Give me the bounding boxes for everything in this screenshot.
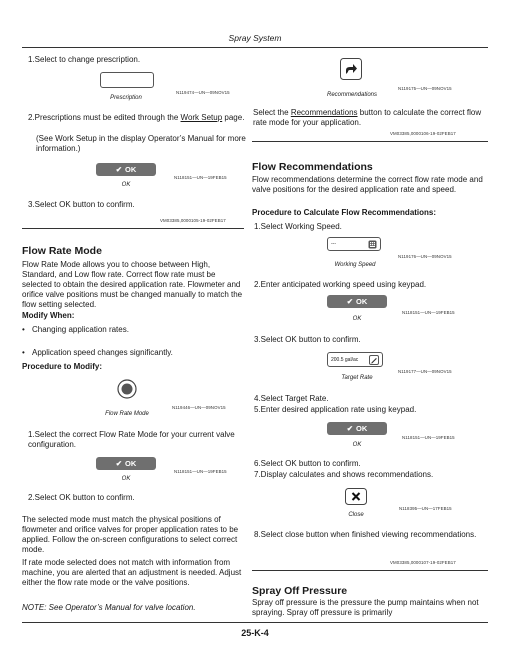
- ok-button[interactable]: ✔ OK: [327, 295, 387, 308]
- spray-off-paragraph: Spray off pressure is the pressure the pump maintains when not spraying. Spray off pressure is primarily: [252, 598, 479, 617]
- step-edit-prescriptions: 2.Prescriptions must be edited through the Work Setup page.: [28, 113, 245, 122]
- step-enter-speed: 2.Enter anticipated working speed using keypad.: [254, 280, 427, 289]
- figure-caption: Target Rate: [341, 375, 373, 381]
- step-confirm: 3.Select OK button to confirm.: [254, 335, 361, 344]
- doc-id: VM03385,0000107-19-02FEB17: [390, 560, 456, 565]
- bullet-item: • Changing application rates.: [22, 325, 510, 335]
- footer-rule: [22, 622, 488, 623]
- header-rule: [22, 47, 488, 48]
- figure-ref: N119176—UN—09NOV15: [398, 254, 452, 259]
- section-title-flow-recommendations: Flow Recommendations: [252, 161, 373, 173]
- section-title-spray-off-pressure: Spray Off Pressure: [252, 585, 348, 597]
- flow-rec-paragraph: Flow recommendations determine the correct flow rate mode and valve positions for the desired application rate and speed.: [252, 175, 483, 194]
- section-rule: [252, 570, 488, 571]
- recommendations-button[interactable]: [340, 58, 362, 80]
- edit-icon: [369, 355, 379, 365]
- figure-caption: Recommendations: [326, 92, 378, 98]
- prescription-field[interactable]: [100, 72, 154, 88]
- figure-caption: Close: [348, 512, 364, 518]
- figure-ref: N118151—UN—19FEB15: [174, 469, 227, 474]
- section-rule: [22, 228, 244, 229]
- doc-id: VM03385,0000105-19-02FEB17: [160, 218, 226, 223]
- bullet-item: • Application speed changes significantly.: [22, 348, 510, 358]
- ok-button[interactable]: ✔ OK: [327, 422, 387, 435]
- figure-caption: OK: [121, 182, 131, 188]
- figure-caption: Prescription: [110, 95, 142, 101]
- keypad-icon: [368, 240, 377, 249]
- figure-ref: N119446—UN—09NOV15: [172, 405, 226, 410]
- step-confirm: 2.Select OK button to confirm.: [28, 493, 135, 502]
- valve-location-note: NOTE: See Operator’s Manual for valve location.: [22, 603, 196, 612]
- work-setup-note: (See Work Setup in the display Operator’s Manual for more information.): [36, 134, 246, 153]
- check-icon: ✔: [346, 424, 354, 433]
- step-select-rate: 4.Select Target Rate.: [254, 394, 329, 403]
- step-confirm: 3.Select OK button to confirm.: [28, 200, 135, 209]
- section-title-flow-rate-mode: Flow Rate Mode: [22, 245, 102, 257]
- check-icon: ✔: [346, 297, 354, 306]
- modify-when-heading: Modify When:: [22, 311, 75, 320]
- section-rule: [252, 141, 488, 142]
- working-speed-field[interactable]: [327, 237, 381, 251]
- close-button[interactable]: [345, 488, 367, 505]
- page-number: 25-K-4: [241, 628, 269, 638]
- figure-ref: N118151—UN—19FEB15: [402, 310, 455, 315]
- doc-id: VM03385,0000106-19-02FEB17: [390, 131, 456, 136]
- figure-ref: N118151—UN—19FEB15: [402, 435, 455, 440]
- figure-caption: OK: [352, 316, 362, 322]
- figure-ref: N119175—UN—09NOV15: [398, 86, 452, 91]
- step-enter-rate: 5.Enter desired application rate using keypad.: [254, 405, 417, 414]
- target-rate-value: 200.5 gal/ac: [331, 356, 359, 363]
- figure-ref: N119474—UN—09NOV15: [176, 90, 230, 95]
- flow-rate-paragraph: Flow Rate Mode allows you to choose between High, Standard, and Low flow rate. Correct flow rate must be selected to obtain the desired application rate. Flowmeter and orifice valve positions must be changed manually to match the flow setting selected.: [22, 260, 243, 309]
- flow-rate-mode-icon: [117, 379, 137, 399]
- working-speed-value: ---: [331, 241, 336, 247]
- target-rate-field[interactable]: [327, 352, 383, 367]
- figure-caption: OK: [352, 442, 362, 448]
- figure-caption: Working Speed: [334, 262, 376, 268]
- figure-ref: N118395—UN—17FEB15: [399, 506, 452, 511]
- step-select-speed: 1.Select Working Speed.: [254, 222, 342, 231]
- recommendations-paragraph: Select the Recommendations button to calculate the correct flow rate mode for your application.: [253, 108, 482, 127]
- step-confirm: 6.Select OK button to confirm.: [254, 459, 361, 468]
- mode-alert-paragraph: If rate mode selected does not match with information from machine, you are alerted that an adjustment is needed. Adjust either the flow rate mode or the valve positions.: [22, 558, 242, 587]
- figure-caption: Flow Rate Mode: [105, 411, 149, 417]
- page-header: Spray System: [228, 33, 282, 43]
- procedure-heading: Procedure to Calculate Flow Recommendations:: [252, 208, 437, 217]
- step-select-mode: 1.Select the correct Flow Rate Mode for your current valve configuration.: [28, 430, 235, 449]
- step-select-prescription: 1.Select to change prescription.: [28, 55, 141, 64]
- close-icon: [345, 488, 367, 505]
- figure-ref: N118151—UN—19FEB15: [174, 175, 227, 180]
- ok-button[interactable]: ✔ OK: [96, 457, 156, 470]
- check-icon: ✔: [115, 165, 123, 174]
- recommendations-link[interactable]: Recommendations: [290, 108, 358, 117]
- procedure-heading: Procedure to Modify:: [22, 362, 103, 371]
- step-close: 8.Select close button when finished viewing recommendations.: [254, 530, 477, 539]
- work-setup-link[interactable]: Work Setup: [180, 113, 223, 122]
- mode-match-paragraph: The selected mode must match the physical positions of flowmeter and orifice valves for proper application rates to be applied. Follow the on-screen configurations to select correct mode.: [22, 515, 239, 554]
- step-display-recs: 7.Display calculates and shows recommendations.: [254, 470, 434, 479]
- flow-rate-mode-button[interactable]: [117, 379, 137, 399]
- share-arrow-icon: [340, 58, 362, 80]
- figure-caption: OK: [121, 476, 131, 482]
- figure-ref: N119177—UN—09NOV15: [398, 369, 452, 374]
- ok-button[interactable]: ✔ OK: [96, 163, 156, 176]
- check-icon: ✔: [115, 459, 123, 468]
